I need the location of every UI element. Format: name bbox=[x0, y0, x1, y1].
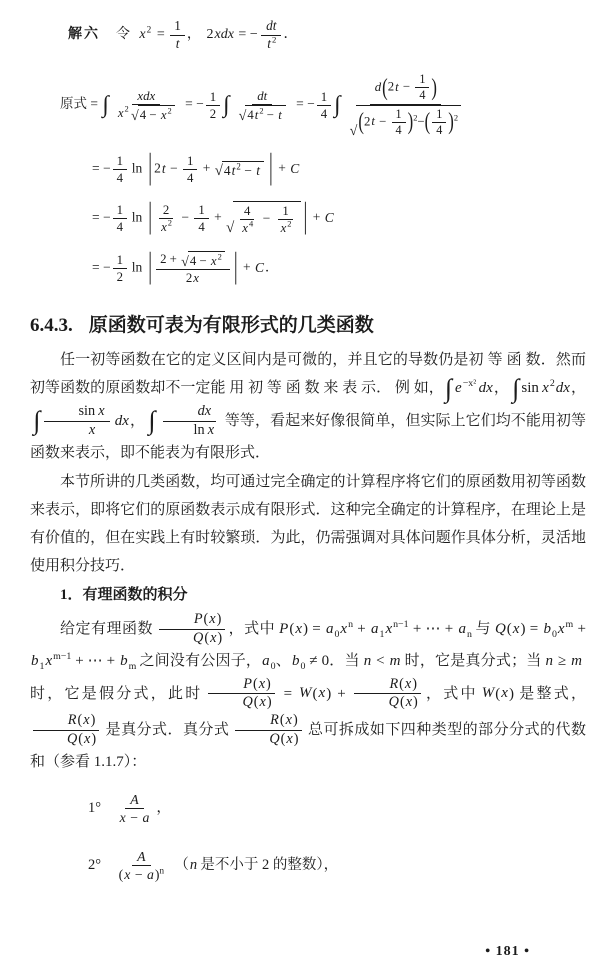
subheading-rational-integral: 1．有理函数的积分 bbox=[60, 587, 188, 604]
paragraph-elementary-functions: 任一初等函数在它的定义区间内是可微的，并且它的导数仍是初 等 函 数．然而初等函数的原函数却不一定能 用 初 等 函 数 来 表 示． 例 如，∫ $e^{-x^2}$ dx， ∫ $\sin x^2dx$，∫ $\frac{\text{sin x}}{x}$ dx， ∫ $\frac{dx}{\text{ln x}}$ 等等，看起来好像很简单，但实际上它们均不能用初等函数来表示，即不能表为有限形式． bbox=[30, 352, 586, 461]
section-number: 6.4.3. bbox=[30, 315, 73, 337]
formula-step-4: = − $\frac{1}{2}$ ln | 2 + √ $4 - x^2$ 2x | + C． bbox=[92, 247, 279, 287]
paragraph-method: 本节所讲的几类函数，均可通过完全确定的计算程序将它们的原函数用初等函数来表示，即将它们的原函数表示成有限形式．这种完全确定的计算程序，在理论上是有价值的，但在实践上有时较繁琐．为此，仍需强调对具体问题作具体分析，灵活地使用积分技巧． bbox=[30, 474, 586, 574]
formula-step-2: = − $\frac{1}{4}$ ln | 2t − $\frac{1}{4}$ + √ $4t^2 - t$ | + C bbox=[92, 147, 300, 188]
page-number: • 181 • bbox=[485, 944, 530, 959]
solution-label: 解六 bbox=[68, 27, 100, 43]
paragraph-rational-function: 给定有理函数 $\frac{P(x)}{Q(x)}$ ，式中 $P(x) = a_0x^n + a_1x^{n-1}$ + ⋯ + $a_n$ 与 $Q(x) = b_0x^m + b_1x^{m-1}$ + ⋯ + $b_m$ 之间没有公因子，$a_0$、$b_0 \ne 0$．当 n < m 时，它是真分式；当 n ≥ m时，它是假分式，此时 $\frac{P(x)}{Q(x)}$ = W(x) + $\frac{R(x)}{Q(x)}$ ，式中 W(x) 是整式， $\frac{R(x)}{Q(x)}$ 是真分式．真分式 $\frac{R(x)}{Q(x)}$ 总可拆成如下四种类型的部分分式的代数和（参看 1.1.7）： bbox=[30, 611, 586, 770]
section-heading bbox=[30, 310, 586, 337]
partial-fraction-type-2: 2° $\frac{A}{(x - a)^n}$ （n 是不小于 2 的整数）， bbox=[88, 849, 339, 883]
section-title: 原函数可表为有限形式的几类函数 bbox=[88, 315, 374, 337]
partial-fraction-type-1: 1° $\frac{A}{x - a}$ ， bbox=[88, 791, 171, 825]
formula-step-3: = − $\frac{1}{4}$ ln | $\frac{2}{x^2}$ − $\frac{1}{4}$ + √ $\frac{4}{x^4}$ − $\frac{1}{x^2}$ | + C bbox=[92, 196, 334, 237]
formula-step-1: 原式 = ∫ xdx $x^2$ √ $4 - x^2$ = − $\frac{1}{2}$ ∫ dt √ $4t^2 - t$ = − $\frac{1}{4}$ ∫ d(2t − $\frac{1}{4}$ ) √ (2t − $\frac{1}{4}$ )$^2$−( $\frac{1}{4}$ )$^2$ bbox=[60, 72, 586, 138]
solution-six-line bbox=[68, 18, 586, 52]
solution-intro-formula: 令 $x^2$ = $\frac{1}{t}$ ， 2xdx = − $\frac{dt}{t^2}$ ． bbox=[116, 18, 298, 51]
